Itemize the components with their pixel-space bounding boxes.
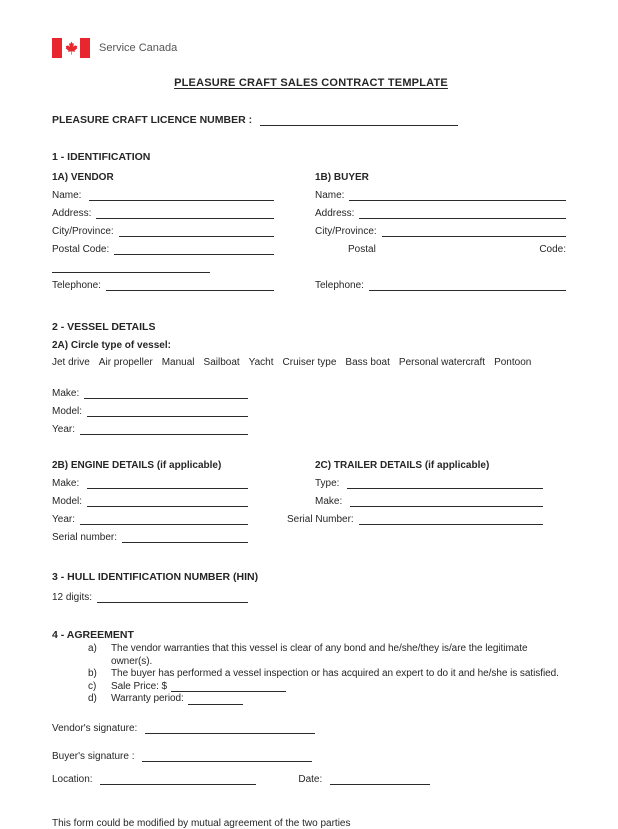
trailer-heading: 2C) TRAILER DETAILS (if applicable) (315, 460, 490, 471)
agreement-item-c (52, 681, 570, 694)
vessel-type-cruiser-type: Cruiser type (282, 357, 337, 368)
vendor-signature-label: Vendor's signature: (52, 722, 141, 734)
vendor-address-label: Address: (52, 208, 92, 219)
sale-price-blank-line (171, 682, 286, 692)
section4-heading: 4 - AGREEMENT (52, 629, 134, 641)
hin-digits-blank-line (97, 591, 248, 603)
agreement-item-c-letter: c) (88, 680, 97, 692)
vessel-type-bass-boat: Bass boat (345, 357, 390, 368)
engine-model-blank-line (87, 495, 248, 507)
section2-heading: 2 - VESSEL DETAILS (52, 321, 156, 333)
buyer-address-row (315, 201, 566, 219)
hin-digits-label: 12 digits: (52, 592, 93, 603)
buyer-column (315, 163, 566, 291)
agreement-item-b-text: The buyer has performed a vessel inspection or has acquired an expert to do it and he/she is satisfied. (111, 668, 559, 679)
trailer-type-row (315, 471, 566, 489)
vessel-model-row (52, 399, 248, 417)
vendor-signature-blank-line (145, 722, 315, 734)
engine-trailer-columns (52, 451, 570, 543)
vendor-signature-row (52, 712, 570, 734)
buyer-telephone-blank-line (369, 279, 566, 291)
engine-make-label: Make: (52, 478, 83, 489)
vendor-telephone-label: Telephone: (52, 280, 101, 291)
agreement-list (52, 643, 570, 706)
engine-model-row (52, 489, 274, 507)
vendor-address-blank-line (96, 207, 274, 219)
logo-wordmark: Service Canada (99, 42, 178, 54)
date-group (298, 773, 430, 785)
vessel-model-blank-line (87, 405, 248, 417)
vessel-model-label: Model: (52, 406, 83, 417)
trailer-make-label: Make: (315, 496, 346, 507)
trailer-serial-blank-line (359, 513, 543, 525)
buyer-signature-blank-line (142, 750, 312, 762)
hin-digits-row (52, 585, 248, 603)
buyer-name-label: Name: (315, 190, 345, 201)
buyer-signature-label: Buyer's signature : (52, 750, 138, 762)
buyer-code-word: Code: (539, 244, 566, 255)
buyer-city-label: City/Province: (315, 226, 377, 237)
vessel-year-row (52, 417, 248, 435)
vessel-type-yacht: Yacht (248, 357, 274, 368)
vendor-column (52, 163, 274, 291)
trailer-make-row (315, 489, 566, 507)
trailer-serial-label: Serial Number: (287, 514, 354, 525)
vendor-telephone-row (52, 273, 274, 291)
engine-year-blank-line (80, 513, 248, 525)
document-title: PLEASURE CRAFT SALES CONTRACT TEMPLATE (174, 77, 448, 89)
warranty-period-blank-line (188, 695, 243, 705)
vendor-city-label: City/Province: (52, 226, 114, 237)
vendor-postal-continuation-row (52, 255, 274, 273)
vessel-type-jet-drive: Jet drive (52, 357, 90, 368)
vessel-year-label: Year: (52, 424, 75, 435)
vendor-postal-row (52, 237, 274, 255)
section3-heading: 3 - HULL IDENTIFICATION NUMBER (HIN) (52, 571, 259, 583)
licence-number-label: PLEASURE CRAFT LICENCE NUMBER : (52, 114, 256, 126)
buyer-spacer-row (315, 255, 566, 273)
maple-leaf-icon (65, 41, 78, 55)
engine-year-row (52, 507, 274, 525)
agreement-item-d-letter: d) (88, 693, 97, 704)
canada-flag-icon (52, 38, 90, 58)
vessel-year-blank-line (80, 423, 248, 435)
agreement-item-b (52, 668, 570, 681)
agreement-item-a (52, 643, 570, 668)
licence-number-blank-line (260, 114, 458, 126)
vendor-telephone-blank-line (106, 279, 274, 291)
engine-heading: 2B) ENGINE DETAILS (if applicable) (52, 460, 222, 471)
trailer-type-blank-line (347, 477, 543, 489)
agreement-item-b-letter: b) (88, 668, 97, 679)
buyer-city-blank-line (382, 225, 566, 237)
location-group (52, 773, 256, 785)
trailer-details-column (287, 451, 566, 543)
vendor-name-row (52, 183, 274, 201)
buyer-postal-word: Postal (348, 244, 376, 255)
date-label: Date: (298, 773, 326, 785)
date-blank-line (330, 773, 430, 785)
agreement-item-a-text: The vendor warranties that this vessel is clear of any bond and he/she/they is/are the legitimate owner(s). (111, 643, 528, 667)
location-blank-line (100, 773, 256, 785)
vendor-heading: 1A) VENDOR (52, 172, 114, 183)
service-canada-logo (52, 38, 570, 58)
engine-make-row (52, 471, 274, 489)
trailer-serial-row (287, 507, 566, 525)
vessel-type-air-propeller: Air propeller (98, 357, 153, 368)
vessel-type-personal-watercraft: Personal watercraft (398, 357, 486, 368)
vendor-name-blank-line (89, 189, 274, 201)
engine-serial-row (52, 525, 274, 543)
agreement-item-c-text: Sale Price: $ (111, 680, 168, 692)
vendor-city-row (52, 219, 274, 237)
buyer-name-row (315, 183, 566, 201)
buyer-telephone-label: Telephone: (315, 280, 364, 291)
buyer-heading: 1B) BUYER (315, 172, 369, 183)
vendor-postal-blank-line (114, 243, 274, 255)
vessel-type-manual: Manual (161, 357, 195, 368)
engine-details-column (52, 451, 274, 543)
vendor-city-blank-line (119, 225, 274, 237)
buyer-telephone-row (315, 273, 566, 291)
vessel-make-model-year (52, 381, 248, 435)
buyer-signature-row (52, 740, 570, 762)
vendor-postal-continuation-line (52, 261, 210, 273)
buyer-address-blank-line (359, 207, 566, 219)
vessel-make-blank-line (84, 387, 248, 399)
vessel-make-row (52, 381, 248, 399)
vessel-make-label: Make: (52, 388, 80, 399)
buyer-name-blank-line (349, 189, 566, 201)
section1-heading: 1 - IDENTIFICATION (52, 151, 151, 163)
buyer-city-row (315, 219, 566, 237)
location-label: Location: (52, 773, 96, 785)
vendor-postal-label: Postal Code: (52, 244, 110, 255)
vendor-name-label: Name: (52, 190, 85, 201)
vessel-type-pontoon: Pontoon (494, 357, 532, 368)
agreement-item-d-text: Warranty period: (111, 693, 184, 704)
licence-number-row (52, 110, 570, 126)
engine-model-label: Model: (52, 496, 83, 507)
footer-note: This form could be modified by mutual agreement of the two parties (52, 817, 351, 829)
vendor-address-row (52, 201, 274, 219)
vessel-type-options (52, 351, 570, 368)
engine-serial-blank-line (122, 531, 248, 543)
engine-make-blank-line (87, 477, 248, 489)
buyer-postal-row (315, 237, 566, 255)
identification-columns (52, 163, 570, 291)
circle-type-heading: 2A) Circle type of vessel: (52, 340, 171, 351)
agreement-item-a-letter: a) (88, 643, 97, 654)
location-date-row (52, 762, 570, 785)
vessel-type-sailboat: Sailboat (203, 357, 240, 368)
trailer-type-label: Type: (315, 478, 343, 489)
agreement-item-d (52, 693, 570, 706)
buyer-address-label: Address: (315, 208, 355, 219)
engine-year-label: Year: (52, 514, 75, 525)
engine-serial-label: Serial number: (52, 532, 118, 543)
trailer-make-blank-line (350, 495, 543, 507)
